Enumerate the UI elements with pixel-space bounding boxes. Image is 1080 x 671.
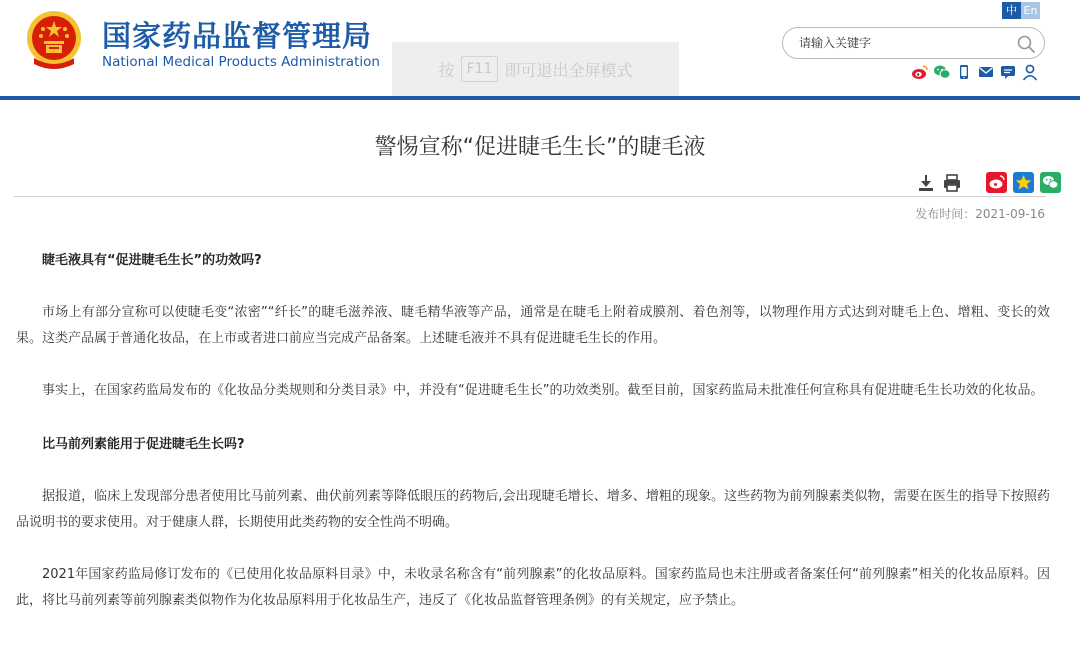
weibo-icon[interactable] xyxy=(911,63,929,81)
lang-en-button[interactable]: En xyxy=(1021,2,1040,19)
fullscreen-hint-key: F11 xyxy=(461,56,499,82)
article-title: 警惕宣称“促进睫毛生长”的睫毛液 xyxy=(374,135,706,160)
section-heading-1: 睫毛液具有“促进睫毛生长”的功效吗? xyxy=(42,253,262,268)
org-name-cn[interactable]: 国家药品监督管理局 xyxy=(102,19,373,53)
paragraph-3: 据报道，临床上发现部分患者使用比马前列素、曲伏前列素等降低眼压的药物后,会出现睫毛增长、增多、增粗的现象。这些药物为前列腺素类似物，需要在医生的指导下按照药品说明书的要求使用。对于健康人群，长期使用此类药物的安全性尚不明确。 xyxy=(16,489,1050,530)
paragraph-spacer xyxy=(16,404,1050,432)
article-tools xyxy=(916,172,1061,193)
org-name-en[interactable]: National Medical Products Administration xyxy=(102,54,380,70)
section-heading-2: 比马前列素能用于促进睫毛生长吗? xyxy=(42,437,245,452)
fullscreen-exit-hint xyxy=(392,42,679,96)
mobile-icon[interactable] xyxy=(955,63,973,81)
title-divider xyxy=(14,196,1046,197)
qzone-share-icon[interactable] xyxy=(1013,172,1034,193)
paragraph-spacer xyxy=(16,274,1050,300)
paragraph-spacer xyxy=(16,536,1050,562)
header-divider xyxy=(0,96,1080,100)
paragraph-2: 事实上，在国家药监局发布的《化妆品分类规则和分类目录》中，并没有“促进睫毛生长”的功效类别。截至目前，国家药监局未批准任何宣称具有促进睫毛生长功效的化妆品。 xyxy=(42,383,1044,398)
fullscreen-hint-suffix: 即可退出全屏模式 xyxy=(504,60,633,80)
wechat-share-icon[interactable] xyxy=(1040,172,1061,193)
header-share-bar xyxy=(911,63,1039,81)
user-icon[interactable] xyxy=(1021,63,1039,81)
article-body xyxy=(16,248,1050,614)
search-box xyxy=(782,27,1045,59)
message-icon[interactable] xyxy=(999,63,1017,81)
language-switcher xyxy=(1002,2,1040,19)
site-header xyxy=(0,0,1080,99)
paragraph-spacer xyxy=(16,352,1050,378)
mail-icon[interactable] xyxy=(977,63,995,81)
fullscreen-hint-prefix: 按 xyxy=(438,60,455,80)
wechat-icon[interactable] xyxy=(933,63,951,81)
paragraph-spacer xyxy=(16,458,1050,484)
national-emblem-logo[interactable] xyxy=(22,8,86,72)
publish-date: 发布时间：2021-09-16 xyxy=(915,207,1045,221)
print-icon[interactable] xyxy=(942,173,962,193)
weibo-share-icon[interactable] xyxy=(986,172,1007,193)
search-icon[interactable] xyxy=(1016,34,1036,54)
paragraph-1: 市场上有部分宣称可以使睫毛变“浓密”“纤长”的睫毛滋养液、睫毛精华液等产品，通常是在睫毛上附着成膜剂、着色剂等，以物理作用方式达到对睫毛上色、增粗、变长的效果。这类产品属于普通化妆品，在上市或者进口前应当完成产品备案。上述睫毛液并不具有促进睫毛生长的作用。 xyxy=(16,305,1050,346)
download-icon[interactable] xyxy=(916,173,936,193)
search-input[interactable] xyxy=(799,33,1014,53)
paragraph-4: 2021年国家药监局修订发布的《已使用化妆品原料目录》中，未收录名称含有“前列腺素”的化妆品原料。国家药监局也未注册或者备案任何“前列腺素”相关的化妆品原料。因此，将比马前列素等前列腺素类似物作为化妆品原料用于化妆品生产，违反了《化妆品监督管理条例》的有关规定，应予禁止。 xyxy=(16,567,1050,608)
lang-zh-button[interactable]: 中 xyxy=(1002,2,1021,19)
